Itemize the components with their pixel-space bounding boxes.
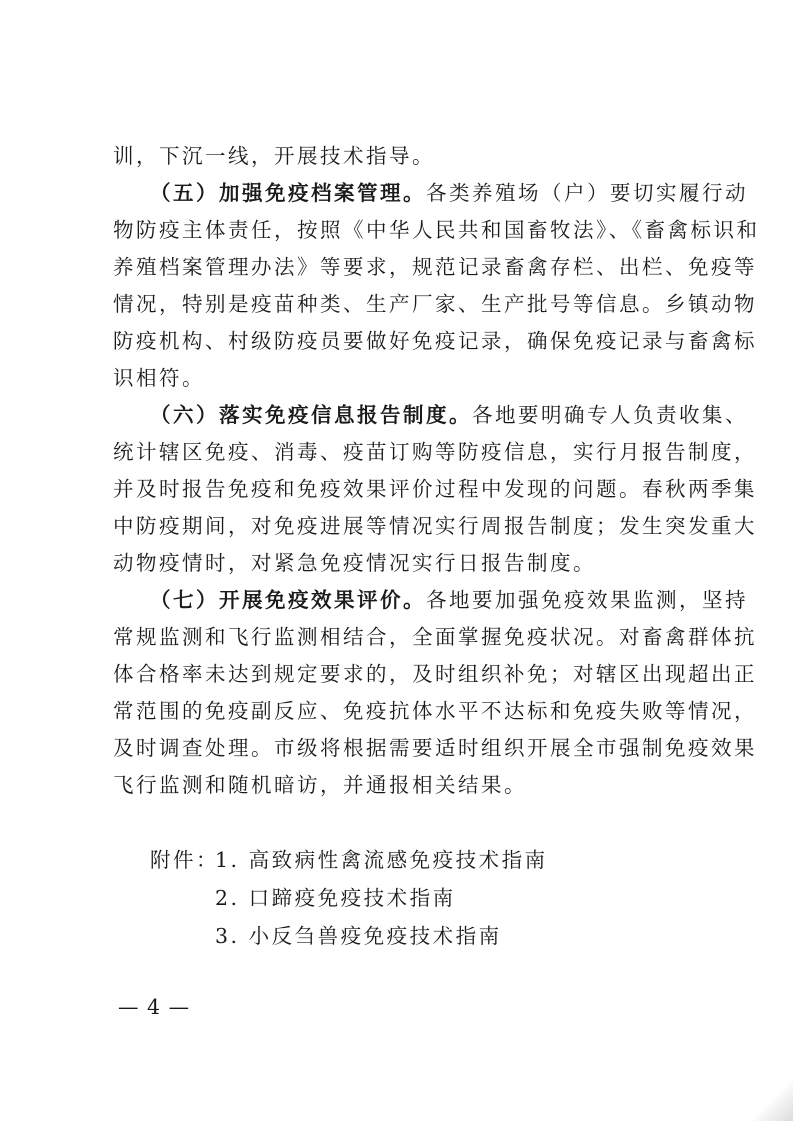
section6-heading: （六）落实免疫信息报告制度。	[150, 403, 472, 427]
section6-line1	[150, 400, 748, 430]
section6-line3: 并及时报告免疫和免疫效果评价过程中发现的问题。春秋两季集	[113, 477, 757, 501]
section5-line4: 情况，特别是疫苗种类、生产厂家、生产批号等信息。乡镇动物	[113, 292, 757, 316]
attachment-item-2: 2. 口蹄疫免疫技术指南	[215, 886, 456, 910]
section5-line1	[150, 178, 748, 208]
section7-line6: 飞行监测和随机暗访，并通报相关结果。	[113, 773, 527, 797]
scan-edge-shadow	[723, 1081, 793, 1121]
section5-line5: 防疫机构、村级防疫员要做好免疫记录，确保免疫记录与畜禽标	[113, 329, 757, 353]
page-number: — 4 —	[118, 995, 191, 1019]
section7-line3: 体合格率未达到规定要求的，及时组织补免；对辖区出现超出正	[113, 662, 757, 686]
section5-line2: 物防疫主体责任，按照《中华人民共和国畜牧法》、《畜禽标识和	[113, 218, 760, 242]
section7-line4: 常范围的免疫副反应、免疫抗体水平不达标和免疫失败等情况，	[113, 699, 757, 723]
section7-line5: 及时调查处理。市级将根据需要适时组织开展全市强制免疫效果	[113, 736, 757, 760]
section7-line1	[150, 585, 748, 615]
section6-line1-text: 各地要明确专人负责收集、	[472, 403, 748, 427]
section6-line5: 动物疫情时，对紧急免疫情况实行日报告制度。	[113, 551, 596, 575]
section6-line4: 中防疫期间，对免疫进展等情况实行周报告制度；发生突发重大	[113, 514, 757, 538]
section7-line1-text: 各地要加强免疫效果监测，坚持	[426, 588, 748, 612]
paragraph-intro-line: 训，下沉一线，开展技术指导。	[113, 144, 435, 168]
attachment-item-3: 3. 小反刍兽疫免疫技术指南	[215, 924, 502, 948]
attachment-item-1: 1. 高致病性禽流感免疫技术指南	[215, 848, 548, 872]
section7-heading: （七）开展免疫效果评价。	[150, 588, 426, 612]
section5-line3: 养殖档案管理办法》等要求，规范记录畜禽存栏、出栏、免疫等	[113, 255, 757, 279]
section6-line2: 统计辖区免疫、消毒、疫苗订购等防疫信息，实行月报告制度，	[113, 440, 757, 464]
section5-line1-text: 各类养殖场（户）要切实履行动	[426, 181, 748, 205]
section7-line2: 常规监测和飞行监测相结合，全面掌握免疫状况。对畜禽群体抗	[113, 625, 757, 649]
attachments-label: 附件：	[150, 848, 219, 872]
section5-line6: 识相符。	[113, 366, 205, 390]
section5-heading: （五）加强免疫档案管理。	[150, 181, 426, 205]
